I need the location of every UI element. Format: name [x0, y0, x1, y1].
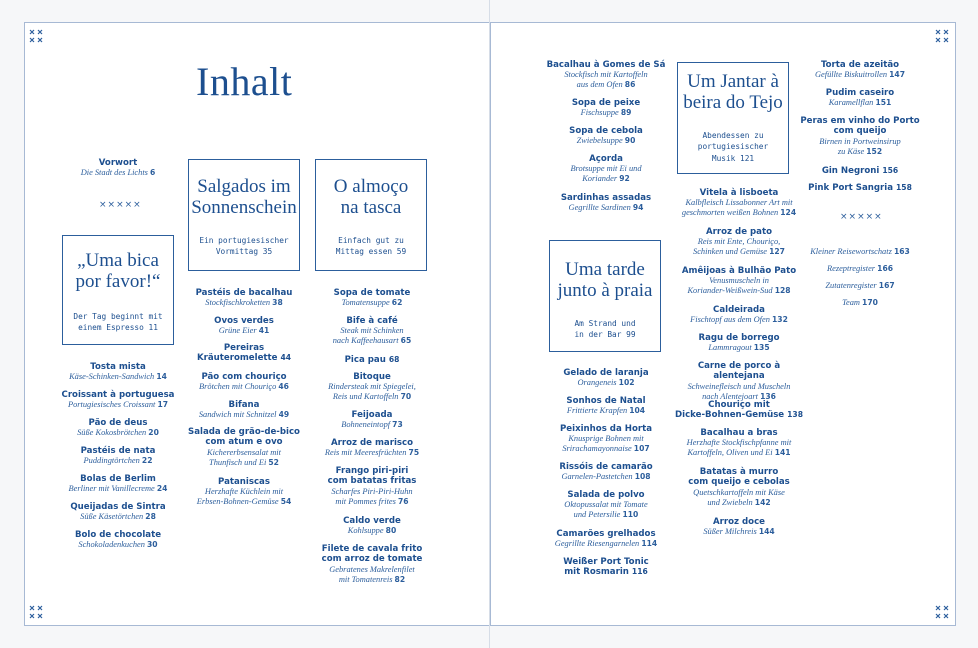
toc-entry[interactable]: [672, 400, 806, 421]
entry-subtitle-line2: Schinken und Gemüse 127: [693, 247, 785, 257]
corner-ornament-icon: [28, 604, 44, 620]
entry-title: Queijadas de Sintra: [70, 502, 166, 512]
entry-subtitle: Orangeneis 102: [577, 378, 635, 388]
entry-title: Salada de polvo: [567, 490, 645, 500]
entry-title: Açorda: [589, 154, 623, 164]
entry-title-line2: com queijo: [833, 126, 887, 137]
entry-subtitle: Kohlsuppe 80: [347, 526, 397, 536]
entry-subtitle-line2: nach Alentejoart 136: [702, 391, 776, 401]
entry-subtitle: Kalbfleisch Lissabonner Art mit: [685, 198, 793, 208]
entry-subtitle: Die Stadt des Lichts 6: [80, 168, 156, 178]
toc-entry[interactable]: [56, 418, 180, 438]
toc-entry[interactable]: [542, 60, 670, 90]
entry-subtitle: Lammragout 135: [708, 343, 770, 353]
entry-title-line2: com atum e ovo: [205, 437, 283, 448]
toc-entry[interactable]: [672, 227, 806, 257]
toc-entry[interactable]: [672, 361, 806, 402]
entry-subtitle-line2: und Petersilie 110: [573, 510, 639, 520]
entry-subtitle: Portugiesisches Croissant 17: [67, 400, 169, 410]
appendix-entry[interactable]: Zutatenregister 167: [825, 281, 895, 290]
toc-entry[interactable]: [542, 154, 670, 184]
toc-entry[interactable]: [672, 188, 806, 218]
entry-subtitle: Puddingtörtchen 22: [83, 456, 153, 466]
appendix-entry[interactable]: Kleiner Reisewortschatz 163: [810, 247, 910, 256]
toc-entry[interactable]: [182, 427, 306, 468]
toc-entry[interactable]: [56, 446, 180, 466]
section-description: Abendessen zu portugiesischer Musik 121: [697, 130, 769, 163]
entry-subtitle: Stockfisch mit Kartoffeln: [564, 70, 648, 80]
toc-entry[interactable]: [672, 266, 806, 296]
entry-subtitle-line2: aus dem Ofen 86: [576, 80, 636, 90]
entry-subtitle: Venusmuscheln in: [709, 276, 769, 286]
section-description: Einfach gut zu Mittag essen 59: [335, 235, 407, 257]
toc-entry[interactable]: [182, 288, 306, 308]
entry-title: Rissóis de camarão: [559, 462, 653, 472]
entry-title: Chouriço mit: [708, 400, 770, 410]
entry-title: Arroz de pato: [706, 227, 772, 237]
entry-title: Arroz de marisco: [330, 438, 414, 448]
section-heading: Um Jantar à beira do Tejo: [683, 71, 783, 114]
toc-entry[interactable]: [308, 516, 436, 536]
toc-entry[interactable]: [800, 60, 920, 80]
entry-title-line2: com arroz de tomate: [321, 554, 423, 565]
toc-entry[interactable]: [308, 544, 436, 585]
entry-subtitle: Steak mit Schinken: [340, 326, 404, 336]
section-heading: Uma tarde junto à praia: [557, 259, 653, 302]
entry-subtitle: Kichererbsensalat mit: [207, 447, 281, 457]
section-box-jantar[interactable]: [677, 62, 789, 174]
entry-subtitle: Herzhafte Stockfischpfanne mit: [686, 438, 792, 448]
entry-title: Carne de porco à alentejana: [697, 361, 781, 382]
toc-entry[interactable]: [800, 166, 920, 176]
toc-entry[interactable]: [56, 362, 180, 382]
toc-entry[interactable]: [672, 333, 806, 353]
entry-subtitle: Gefüllte Biskuitrollen 147: [815, 70, 905, 80]
entry-subtitle-line2: nach Kaffeehausart 65: [332, 336, 412, 346]
entry-subtitle: Herzhafte Küchlein mit: [204, 487, 284, 497]
entry-title: Pudim caseiro: [825, 88, 895, 98]
toc-entry[interactable]: [542, 126, 670, 146]
entry-title: Peixinhos da Horta: [560, 424, 652, 434]
toc-entry[interactable]: [182, 316, 306, 336]
entry-title: Bitoque: [353, 372, 391, 382]
appendix-entry[interactable]: Team 170: [842, 298, 878, 307]
entry-subtitle: Stockfischkroketten 38: [205, 298, 283, 308]
toc-entry[interactable]: [182, 372, 306, 392]
entry-subtitle: Brotsuppe mit Ei und: [570, 164, 642, 174]
entry-subtitle: Fischsuppe 89: [580, 108, 632, 118]
entry-subtitle: Süßer Milchreis 144: [703, 527, 775, 537]
entry-title: Amêijoas à Bulhão Pato: [681, 266, 797, 276]
entry-title: Sopa de peixe: [571, 98, 641, 108]
corner-ornament-icon: [934, 28, 950, 44]
entry-title: Sonhos de Natal: [566, 396, 646, 406]
entry-subtitle: Brötchen mit Chouriço 46: [199, 382, 289, 392]
entry-subtitle: Berliner mit Vanillecreme 24: [68, 484, 168, 494]
toc-entry[interactable]: [672, 305, 806, 325]
entry-title-line2: Dicke-Bohnen-Gemüse 138: [674, 410, 803, 421]
section-box-bica[interactable]: [62, 235, 174, 345]
toc-entry[interactable]: [672, 428, 806, 458]
entry-subtitle: Bohneneintopf 73: [341, 420, 403, 430]
toc-entry[interactable]: [542, 368, 670, 388]
entry-subtitle: Rindersteak mit Spiegelei,: [328, 382, 416, 392]
toc-entry[interactable]: [56, 502, 180, 522]
entry-subtitle: Fischtopf aus dem Ofen 132: [690, 315, 788, 325]
toc-entry[interactable]: [182, 400, 306, 420]
entry-subtitle-line2: Kartoffeln, Oliven und Ei 141: [687, 448, 791, 458]
entry-subtitle: Süße Kokosbrötchen 20: [77, 428, 159, 438]
entry-subtitle: Grüne Eier 41: [218, 326, 270, 336]
entry-title: Weißer Port Tonic: [563, 557, 649, 567]
entry-subtitle-line2: Erbsen-Bohnen-Gemüse 54: [196, 497, 292, 507]
entry-subtitle-line2: Reis und Kartoffeln 70: [332, 392, 412, 402]
entry-subtitle: Käse-Schinken-Sandwich 14: [69, 372, 167, 382]
entry-title: Gelado de laranja: [563, 368, 649, 378]
entry-title-line2: com batatas fritas: [327, 476, 417, 487]
entry-subtitle: Gegrillte Sardinen 94: [568, 203, 644, 213]
toc-entry[interactable]: [542, 529, 670, 549]
entry-title: Caldo verde: [343, 516, 401, 526]
toc-entry[interactable]: [542, 98, 670, 118]
toc-entry[interactable]: [308, 466, 436, 507]
entry-subtitle: Süße Käsetörtchen 28: [80, 512, 156, 522]
entry-title: Bifana: [228, 400, 260, 410]
toc-entry[interactable]: [308, 372, 436, 402]
entry-subtitle-line2: und Zwiebeln 142: [707, 497, 771, 507]
section-heading: Salgados im Sonnenschein: [191, 176, 297, 219]
toc-entry[interactable]: [182, 343, 306, 364]
entry-subtitle: Reis mit Ente, Chouriço,: [697, 237, 781, 247]
toc-entry[interactable]: [308, 316, 436, 346]
entry-title: Pastéis de nata: [80, 446, 156, 456]
entry-title: Bife à café: [346, 316, 398, 326]
entry-title: Vitela à lisboeta: [699, 188, 779, 198]
entry-subtitle: Gebratenes Makrelenfilet: [329, 564, 415, 574]
entry-title: Gin Negroni 156: [821, 166, 899, 176]
entry-subtitle: Oktopussalat mit Tomate: [564, 500, 648, 510]
toc-entry[interactable]: [56, 530, 180, 550]
entry-subtitle-line2: mit Tomatenreis 82: [338, 574, 406, 584]
entry-subtitle: Tomatensuppe 62: [341, 298, 403, 308]
entry-title: Sopa de tomate: [333, 288, 411, 298]
corner-ornament-icon: [934, 604, 950, 620]
entry-title: Vorwort: [98, 158, 138, 168]
entry-title: Caldeirada: [713, 305, 765, 315]
ornament-divider: ×××××: [99, 200, 142, 210]
entry-title: Sardinhas assadas: [560, 193, 652, 203]
toc-entry[interactable]: [542, 424, 670, 454]
entry-title: Pereiras: [223, 343, 265, 353]
entry-title: Bacalhau à Gomes de Sá: [546, 60, 666, 70]
entry-title: Croissant à portuguesa: [61, 390, 175, 400]
entry-title: Salada de grão-de-bico: [188, 427, 300, 437]
entry-title: Frango piri-piri: [335, 466, 409, 476]
toc-entry[interactable]: [800, 88, 920, 108]
toc-entry[interactable]: [56, 390, 180, 410]
entry-subtitle: Scharfes Piri-Piri-Huhn: [331, 486, 413, 496]
entry-title: Pão de deus: [88, 418, 148, 428]
entry-title-line2: com queijo e cebolas: [688, 477, 790, 488]
page-title: Inhalt: [196, 59, 293, 104]
corner-ornament-icon: [28, 28, 44, 44]
section-description: Ein portugiesischer Vormittag 35: [199, 235, 289, 257]
entry-title: Batatas à murro: [699, 467, 779, 477]
entry-title: Ragu de borrego: [698, 333, 780, 343]
toc-entry[interactable]: [542, 557, 670, 578]
entry-subtitle: Quetschkartoffeln mit Käse: [693, 487, 785, 497]
toc-entry[interactable]: [800, 116, 920, 157]
entry-title: Pink Port Sangria 158: [808, 183, 912, 193]
entry-subtitle-line2: geschmorten weißen Bohnen 124: [681, 208, 797, 218]
entry-title: Ovos verdes: [214, 316, 274, 326]
entry-subtitle: Reis mit Meeresfrüchten 75: [324, 448, 420, 458]
entry-subtitle: Karamellflan 151: [828, 98, 892, 108]
entry-subtitle-line2: Srirachamayonnaise 107: [562, 444, 650, 454]
appendix-entry[interactable]: Rezeptregister 166: [826, 264, 894, 273]
section-heading: „Uma bica por favor!“: [75, 250, 161, 293]
entry-subtitle-line2: Koriander 92: [582, 174, 630, 184]
entry-title: Torta de azeitão: [820, 60, 900, 70]
toc-entry[interactable]: [56, 474, 180, 494]
toc-entry[interactable]: [672, 467, 806, 508]
entry-subtitle: Gegrillte Riesengarnelen 114: [554, 539, 658, 549]
entry-subtitle: Frittierte Krapfen 104: [566, 406, 646, 416]
entry-subtitle: Schweinefleisch und Muscheln: [687, 381, 791, 391]
entry-title: Camarões grelhados: [556, 529, 656, 539]
section-description: Am Strand und in der Bar 99: [574, 318, 636, 340]
toc-entry[interactable]: [672, 517, 806, 537]
entry-subtitle: Zwiebelsuppe 90: [576, 136, 636, 146]
toc-entry[interactable]: [308, 355, 436, 365]
section-box-almoco[interactable]: [315, 159, 427, 271]
entry-title: Pica pau 68: [344, 355, 400, 365]
toc-entry[interactable]: [542, 396, 670, 416]
entry-title: Feijoada: [351, 410, 393, 420]
toc-entry[interactable]: [308, 438, 436, 458]
entry-subtitle-line2: Thunfisch und Ei 52: [209, 457, 279, 467]
entry-title: Bolas de Berlim: [80, 474, 156, 484]
entry-title: Filete de cavala frito: [321, 544, 423, 554]
entry-subtitle: Sandwich mit Schnitzel 49: [198, 410, 290, 420]
entry-subtitle-line2: mit Pommes frites 76: [335, 496, 409, 506]
toc-entry[interactable]: [800, 183, 920, 193]
entry-subtitle: Garnelen-Pastetchen 108: [561, 472, 651, 482]
toc-entry[interactable]: [308, 410, 436, 430]
toc-entry[interactable]: [542, 193, 670, 213]
entry-title: Arroz doce: [712, 517, 765, 527]
section-box-tarde[interactable]: [549, 240, 661, 352]
entry-title-line2: Kräuteromelette 44: [196, 353, 292, 364]
entry-subtitle: Knusprige Bohnen mit: [568, 434, 644, 444]
entry-title: Bolo de chocolate: [74, 530, 162, 540]
entry-title: Tosta mista: [90, 362, 146, 372]
ornament-divider: ×××××: [840, 212, 883, 222]
book-gutter: [489, 0, 490, 648]
entry-title: Sopa de cebola: [569, 126, 643, 136]
entry-title: Pão com chouriço: [201, 372, 287, 382]
toc-entry[interactable]: [542, 490, 670, 520]
entry-title: Pataniscas: [218, 477, 270, 487]
entry-subtitle: Birnen in Portweinsirup: [819, 136, 901, 146]
section-box-salgados[interactable]: [188, 159, 300, 271]
toc-entry-vorwort[interactable]: [60, 158, 176, 178]
entry-subtitle-line2: Koriander-Weißwein-Sud 128: [687, 286, 791, 296]
entry-title-line2: mit Rosmarin 116: [564, 567, 648, 578]
entry-title: Peras em vinho do Porto: [800, 116, 920, 126]
entry-title: Bacalhau a bras: [700, 428, 778, 438]
toc-entry[interactable]: [308, 288, 436, 308]
entry-subtitle: Schokoladenkuchen 30: [78, 540, 158, 550]
entry-subtitle-line2: zu Käse 152: [837, 146, 883, 156]
section-description: Der Tag beginnt mit einem Espresso 11: [73, 311, 163, 333]
toc-entry[interactable]: [542, 462, 670, 482]
entry-title: Pastéis de bacalhau: [195, 288, 293, 298]
toc-entry[interactable]: [182, 477, 306, 507]
section-heading: O almoço na tasca: [333, 176, 409, 219]
